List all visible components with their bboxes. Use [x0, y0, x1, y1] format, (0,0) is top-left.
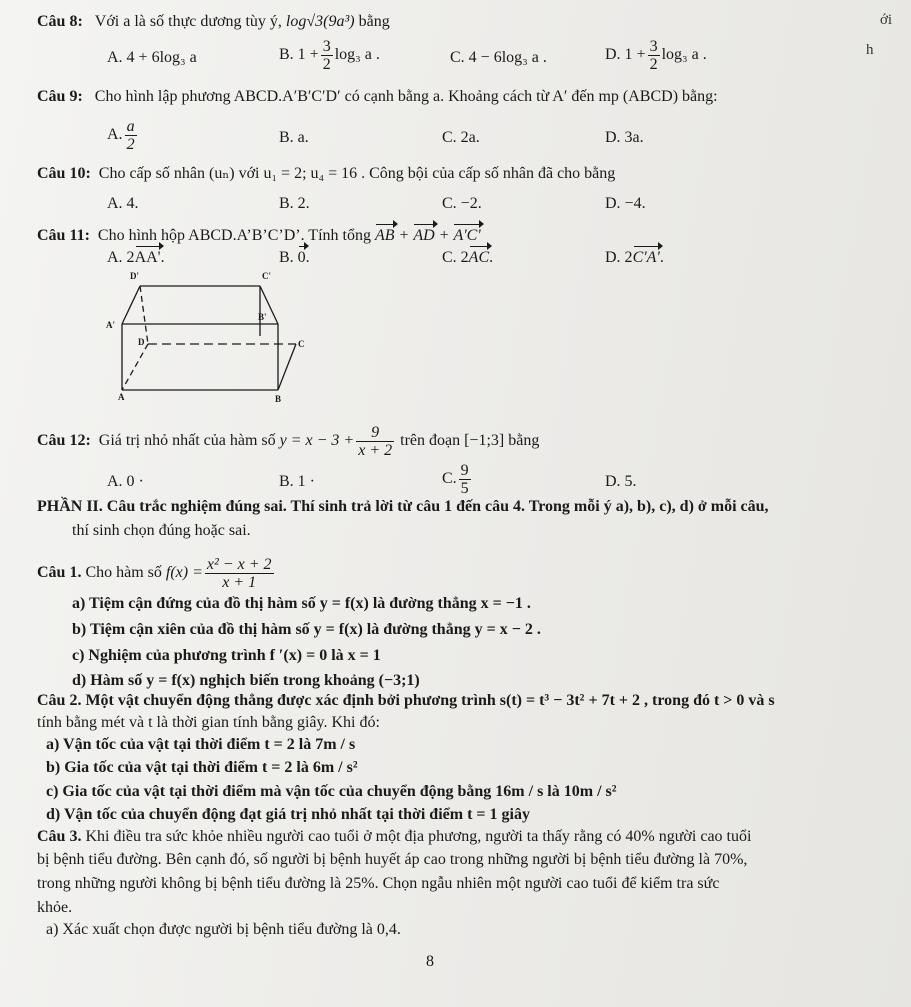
question-10: Câu 10: Cho cấp số nhân (uₙ) với u₁ = 2; u₄ = 16 . Công bội của cấp số nhân đã cho bằng [37, 165, 616, 182]
hidden-edge-dprime-d [140, 286, 148, 344]
p2-question-3-l4: khỏe. [37, 899, 73, 916]
q9-option-c: C. 2a. [442, 129, 480, 146]
hidden-edge-d-a [122, 344, 148, 390]
p2-question-3: Câu 3. Khi điều tra sức khỏe nhiều người cao tuổi ở một địa phương, người ta thấy rằng có 40% người cao tuổi [37, 828, 752, 845]
question-9: Câu 9: Cho hình lập phương ABCD.A′B′C′D′ có cạnh bằng a. Khoảng cách từ A′ đến mp (ABCD) bằng: [37, 88, 718, 105]
q9-option-b: B. a. [279, 129, 309, 146]
label-cprime: C' [262, 271, 271, 281]
q11-option-a: A. 2AA'. [107, 249, 165, 266]
q8-option-b: B. 1 + $\frac{3}{2}$ log₃ a . [279, 38, 380, 73]
p3-item-a: a) Xác xuất chọn được người bị bệnh tiểu đường là 0,4. [46, 921, 401, 938]
label-a: A [118, 392, 125, 402]
q11-option-b: B. 0. [279, 249, 310, 266]
label-bprime: B' [258, 312, 267, 322]
question-12: Câu 12: Giá trị nhỏ nhất của hàm số y = x − 3 + $\frac{9}{x + 2}$ trên đoạn [−1;3] bằng [37, 424, 540, 459]
label-b: B [275, 394, 282, 404]
q9-option-a: A. $\frac{a}{2}$ [107, 118, 135, 153]
part-2-heading: PHẦN II. Câu trắc nghiệm đúng sai. Thí sinh trả lời từ câu 1 đến câu 4. Trong mỗi ý a), b), c), d) ở mỗi câu, [37, 498, 769, 515]
q12-option-c: C. $\frac{9}{5}$ [442, 462, 469, 497]
q10-option-d: D. −4. [605, 195, 646, 212]
q11-option-c: C. 2AC. [442, 249, 494, 266]
q12-option-a: A. 0 · [107, 473, 144, 490]
question-8-text: Với a là số thực dương tùy ý, [94, 13, 282, 30]
question-8-text-end: bằng [358, 13, 390, 30]
margin-text-2: h [866, 42, 874, 58]
q9-option-d: D. 3a. [605, 129, 644, 146]
p1-item-c: c) Nghiệm của phương trình f ′(x) = 0 là x = 1 [72, 647, 381, 664]
q10-option-b: B. 2. [279, 195, 310, 212]
q8-option-c: C. 4 − 6log₃ a . [450, 49, 547, 66]
p2-question-2-cont: tính bằng mét và t là thời gian tính bằng giây. Khi đó: [37, 714, 380, 731]
question-11: Câu 11: Cho hình hộp ABCD.A’B’C’D’. Tính tổng AB + AD + A'C' [37, 227, 481, 244]
label-aprime: A' [106, 320, 115, 330]
p2-question-2: Câu 2. Một vật chuyển động thẳng được xác định bởi phương trình s(t) = t³ − 3t² + 7t + 2 , trong đó t > 0 và s [37, 692, 775, 709]
q10-option-a: A. 4. [107, 195, 139, 212]
q8-option-a: A. 4 + 6log₃ a [107, 49, 197, 66]
question-8 [37, 12, 390, 32]
part-2-heading-2: thí sinh chọn đúng hoặc sai. [72, 522, 251, 539]
margin-text-1: ới [880, 12, 893, 28]
p2-question-1: Câu 1. Cho hàm số f(x) = $\frac{\text{x² − x + 2}}{x + 1}$ [37, 556, 272, 591]
p1-item-a: a) Tiệm cận đứng của đồ thị hàm số y = f(x) là đường thẳng x = −1 . [72, 595, 531, 612]
question-8-label: Câu 8: [37, 13, 83, 30]
edge-dprime-aprime [122, 286, 140, 324]
q12-option-b: B. 1 · [279, 473, 315, 490]
q8-option-d: D. 1 + $\frac{3}{2}$ log₃ a . [605, 38, 707, 73]
q12-option-d: D. 5. [605, 473, 637, 490]
p2-item-d: d) Vận tốc của chuyển động đạt giá trị nhỏ nhất tại thời điểm t = 1 giây [46, 806, 530, 823]
p2-question-3-l2: bị bệnh tiểu đường. Bên cạnh đó, số người bị bệnh huyết áp cao trong những người bị bệnh tiểu đường là 70%, [37, 851, 748, 868]
edge-b-c [278, 344, 296, 390]
label-c: C [298, 339, 305, 349]
p2-item-a: a) Vận tốc của vật tại thời điểm t = 2 là 7m / s [46, 736, 356, 753]
p2-item-c: c) Gia tốc của vật tại thời điểm mà vận tốc của chuyển động bằng 16m / s là 10m / s² [46, 783, 617, 800]
p2-item-b: b) Gia tốc của vật tại thời điểm t = 2 là 6m / s² [46, 759, 358, 776]
p2-question-3-l3: trong những người không bị bệnh tiểu đường là 25%. Chọn ngẫu nhiên một người cao tuổi để kiểm tra sức [37, 875, 720, 892]
parallelepiped-figure [100, 266, 320, 408]
q10-option-c: C. −2. [442, 195, 482, 212]
p1-item-b: b) Tiệm cận xiên của đồ thị hàm số y = f(x) là đường thẳng y = x − 2 . [72, 621, 541, 638]
label-dprime: D' [130, 271, 139, 281]
question-8-expr: log√3(9a³) [285, 13, 355, 30]
q11-option-d: D. 2C'A'. [605, 249, 664, 266]
page-number: 8 [426, 953, 434, 970]
label-d: D [138, 337, 145, 347]
p1-item-d: d) Hàm số y = f(x) nghịch biến trong khoảng (−3;1) [72, 672, 420, 689]
